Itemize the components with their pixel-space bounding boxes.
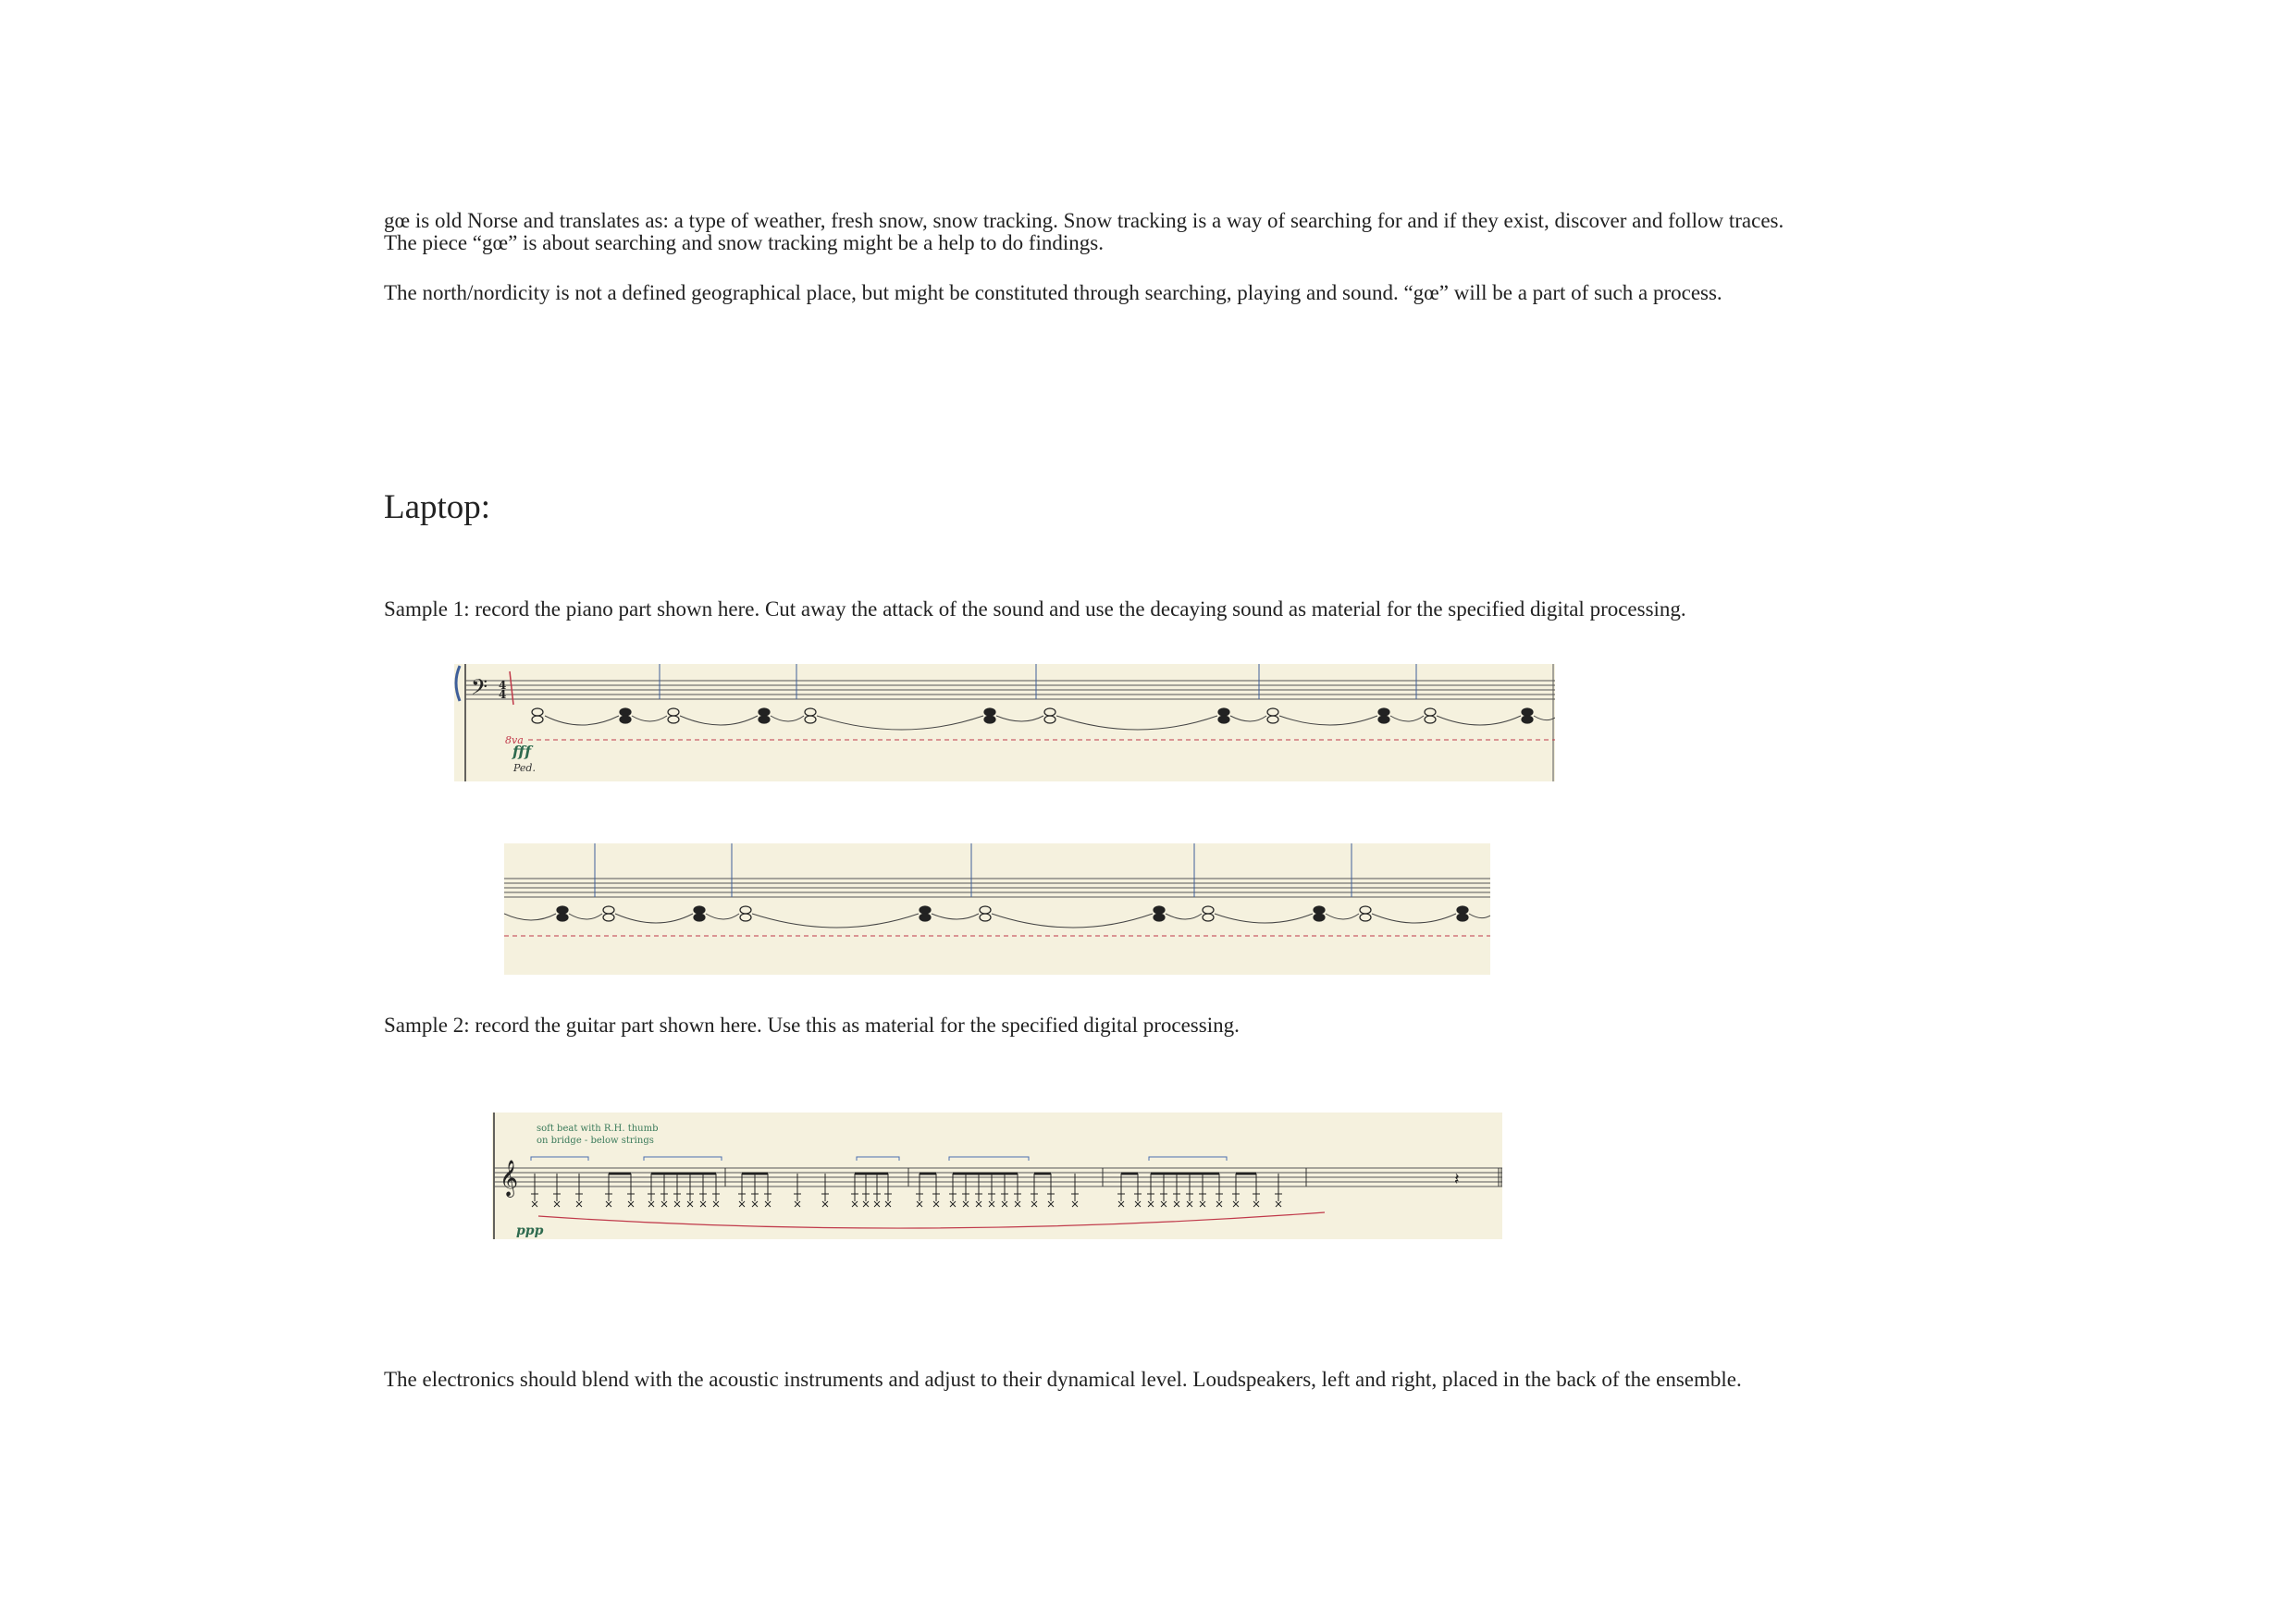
dynamic-mark: ppp xyxy=(516,1223,544,1238)
note-group xyxy=(531,1174,1282,1207)
technique-annotation-line-2: on bridge - below strings xyxy=(537,1136,654,1146)
piano-score-excerpt-2 xyxy=(504,843,1490,975)
piano-score-image-1 xyxy=(454,664,1555,781)
piano-score-image-2 xyxy=(504,843,1490,975)
staff-lines xyxy=(494,1168,1502,1187)
pedal-mark: Ped. xyxy=(513,762,536,774)
staff-lines xyxy=(504,879,1490,897)
sample-2-instruction: Sample 2: record the guitar part shown here. Use this as material for the specified digital processing. xyxy=(384,1014,1240,1037)
svg-text:𝄽: 𝄽 xyxy=(1454,1170,1460,1189)
svg-text:𝄢: 𝄢 xyxy=(471,674,488,705)
guitar-score-excerpt xyxy=(492,1113,1502,1239)
staff-lines xyxy=(465,681,1555,699)
ottava-mark: 8va xyxy=(505,734,524,746)
guitar-score-image xyxy=(492,1113,1502,1239)
sample-1-instruction: Sample 1: record the piano part shown here. Cut away the attack of the sound and use the decaying sound as material for the specified digital processing. xyxy=(384,597,1686,621)
intro-paragraph-line-3: The north/nordicity is not a defined geographical place, but might be constituted through searching, playing and sound. “gœ” will be a part of such a process. xyxy=(384,281,1722,304)
intro-paragraph-line-1: gœ is old Norse and translates as: a type of weather, fresh snow, snow tracking. Snow tracking is a way of searching for and if they exist, discover and follow traces. xyxy=(384,209,1784,232)
treble-clef-icon xyxy=(500,1160,518,1198)
brace-icon xyxy=(456,666,460,701)
bass-clef-icon xyxy=(471,674,488,705)
svg-text:4: 4 xyxy=(499,688,507,701)
dynamic-mark: fff xyxy=(512,743,532,760)
section-heading-laptop: Laptop: xyxy=(384,488,491,526)
svg-text:𝄞: 𝄞 xyxy=(500,1160,519,1197)
intro-paragraph-line-2: The piece “gœ” is about searching and snow tracking might be a help to do findings. xyxy=(384,231,1104,254)
svg-text:4: 4 xyxy=(499,679,507,692)
piano-score-excerpt-1 xyxy=(454,664,1555,781)
slur-line xyxy=(538,1212,1325,1228)
technique-annotation-line-1: soft beat with R.H. thumb xyxy=(537,1124,659,1134)
closing-paragraph: The electronics should blend with the acoustic instruments and adjust to their dynamical level. Loudspeakers, left and right, placed in the back of the ensemble. xyxy=(384,1368,1742,1391)
